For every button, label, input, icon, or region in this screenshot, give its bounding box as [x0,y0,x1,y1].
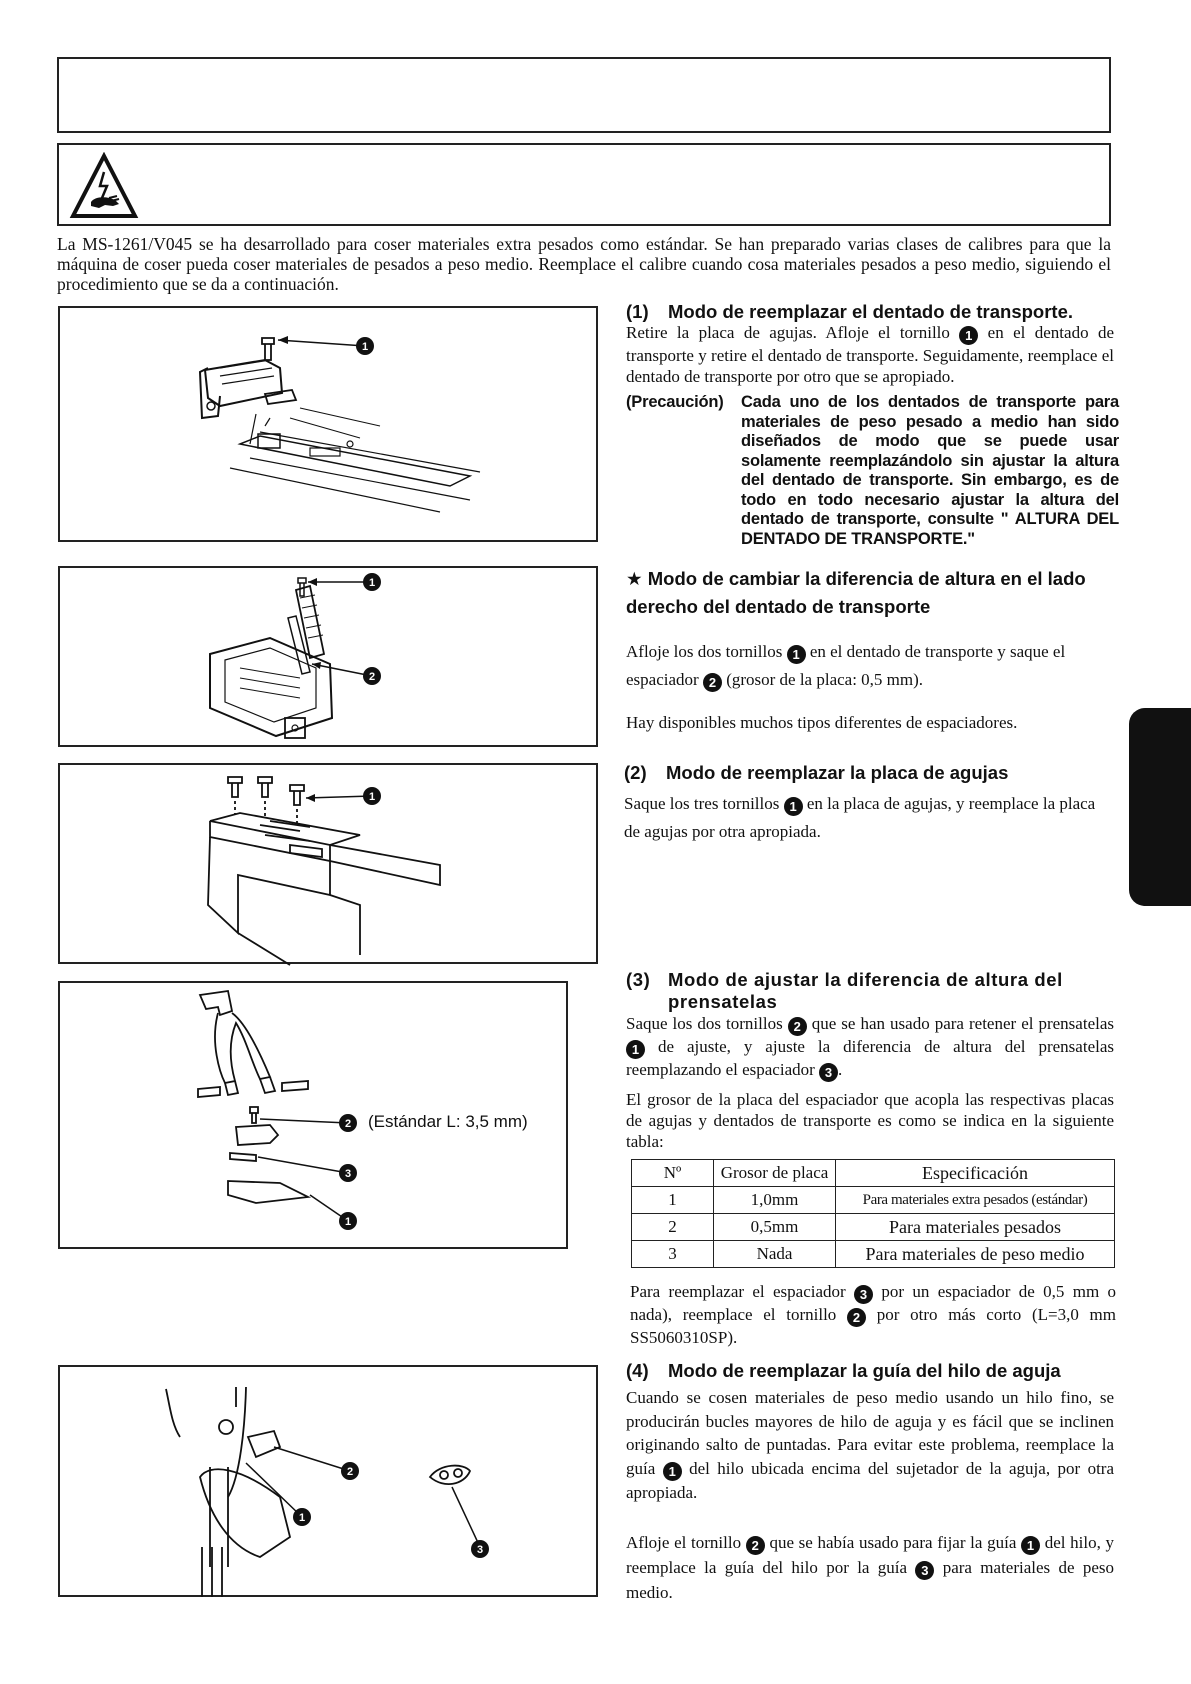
section-1-body: Retire la placa de agujas. Afloje el tornillo 1 en el dentado de transporte y retire el dentado de transporte. Seguidamente, reemplace el dentado de transporte por otro que se apropiado. [626,323,1114,386]
table-cell: 2 [632,1214,714,1241]
section-1-heading: (1) Modo de reemplazar el dentado de transporte. [626,301,1074,322]
figure-feed-dog [58,306,598,542]
section-2-body: Saque los tres tornillos 1 en la placa de agujas, y reemplace la placa de agujas por otra apropiada. [624,794,1096,841]
section-3-replacement-note: Para reemplazar el espaciador 3 por un espaciador de 0,5 mm o nada), reemplace el tornillo 2 por otro más corto (L=3,0 mm SS5060310SP). [630,1282,1117,1347]
star-section-body-1: Afloje los dos tornillos 1 en el dentado de transporte y saque el espaciador 2 (grosor de la placa: 0,5 mm). [626,642,1066,690]
section-4-heading: (4) Modo de reemplazar la guía del hilo de aguja [626,1360,1061,1381]
section-3-heading: (3) Modo de ajustar la diferencia de altura del prensatelas [626,969,1063,1012]
table-row [632,1214,1115,1241]
svg-text:2: 2 [368,671,376,683]
precaution-label: (Precaución) [626,393,724,411]
callout-3-icon: 3 [915,1561,934,1580]
figure-presser-foot [58,981,568,1249]
table-cell: Para materiales pesados [836,1214,1115,1241]
svg-text:1: 1 [298,1512,306,1524]
svg-text:2: 2 [346,1466,354,1478]
callout-1-icon: 1 [959,326,978,345]
table-row [632,1187,1115,1214]
star-icon: ★ [626,568,643,589]
table-cell: Para materiales de peso medio [836,1241,1115,1268]
svg-text:1: 1 [344,1216,352,1228]
callout-2-icon: 2 [788,1017,807,1036]
table-header-specification: Especificación [836,1160,1115,1187]
chapter-side-tab [1129,708,1191,906]
intro-paragraph: La MS-1261/V045 se ha desarrollado para coser materiales extra pesados como estándar. Se han preparado varias clases de calibres para que la máquina de coser pueda coser materiales de pesados a peso medio. Reemplace el calibre cuando cosa materiales pesados a peso medio, siguiendo el procedimiento que se da a continuación. [57,234,1111,294]
svg-text:1: 1 [368,577,376,589]
precaution-text: Cada uno de los dentados de transporte para materiales de peso pesado a medio han sido diseñados de modo que se puede usar solamente reemplazándolo sin ajustar la altura del dentado de transporte. Sin embargo, es de todo en todo necesario ajustar la altura del dentado de transporte, consulte " ALTURA DEL DENTADO DE TRANSPORTE." [741,393,1119,548]
callout-1-icon: 1 [787,645,806,664]
table-row [632,1241,1115,1268]
star-section-body-2: Hay disponibles muchos tipos diferentes de espaciadores. [626,713,1018,732]
title-box [57,57,1111,133]
callout-3-icon: 3 [819,1063,838,1082]
table-cell: Para materiales extra pesados (estándar) [836,1187,1115,1214]
svg-text:1: 1 [361,341,369,353]
callout-1-icon: 1 [784,797,803,816]
figure-standard-length-label: (Estándar L: 3,5 mm) [368,1112,528,1131]
callout-3-icon: 3 [854,1285,873,1304]
section-2-heading: (2) Modo de reemplazar la placa de agujas [624,762,1009,783]
callout-2-icon: 2 [746,1536,765,1555]
warning-box [57,143,1111,226]
star-section-heading: ★ Modo de cambiar la diferencia de altura en el lado derecho del dentado de transporte [626,568,1086,617]
svg-text:3: 3 [344,1168,352,1180]
callout-1-icon: 1 [626,1040,645,1059]
caution-hand-icon [69,152,139,222]
section-3-table-intro: El grosor de la placa del espaciador que acopla las respectivas placas de agujas y dentados de transporte es como se indica en la siguiente tabla: [626,1090,1114,1151]
table-cell: 3 [632,1241,714,1268]
svg-text:3: 3 [476,1544,484,1556]
table-header-number: Nº [632,1160,714,1187]
callout-2-icon: 2 [703,673,722,692]
table-header-row [632,1160,1115,1187]
section-4-body-2: Afloje el tornillo 2 que se había usado para fijar la guía 1 del hilo, y reemplace la guía del hilo por la guía 3 para materiales de peso medio. [626,1533,1115,1602]
figure-spacer [58,566,598,747]
table-cell: 1 [632,1187,714,1214]
svg-text:2: 2 [344,1118,352,1130]
section-4-body-1: Cuando se cosen materiales de peso medio usando un hilo fino, se producirán bucles mayores de hilo de aguja y es fácil que se inclinen originando salto de puntadas. Para evitar este problema, reemplace la guía 1 del hilo ubicada encima del sujetador de la aguja, por otra apropiada. [626,1388,1114,1502]
callout-1-icon: 1 [1021,1536,1040,1555]
table-cell: Nada [714,1241,836,1268]
spacer-table [631,1159,1115,1268]
svg-text:1: 1 [368,791,376,803]
section-3-body: Saque los dos tornillos 2 que se han usado para retener el prensatelas 1 de ajuste, y ajuste la diferencia de altura del prensatelas reemplazando el espaciador 3 . [626,1014,1114,1080]
table-cell: 0,5mm [714,1214,836,1241]
figure-needle-plate [58,763,598,964]
callout-2-icon: 2 [847,1308,866,1327]
callout-1-icon: 1 [663,1462,682,1481]
table-cell: 1,0mm [714,1187,836,1214]
table-header-thickness: Grosor de placa [714,1160,836,1187]
figure-thread-guide [58,1365,598,1597]
